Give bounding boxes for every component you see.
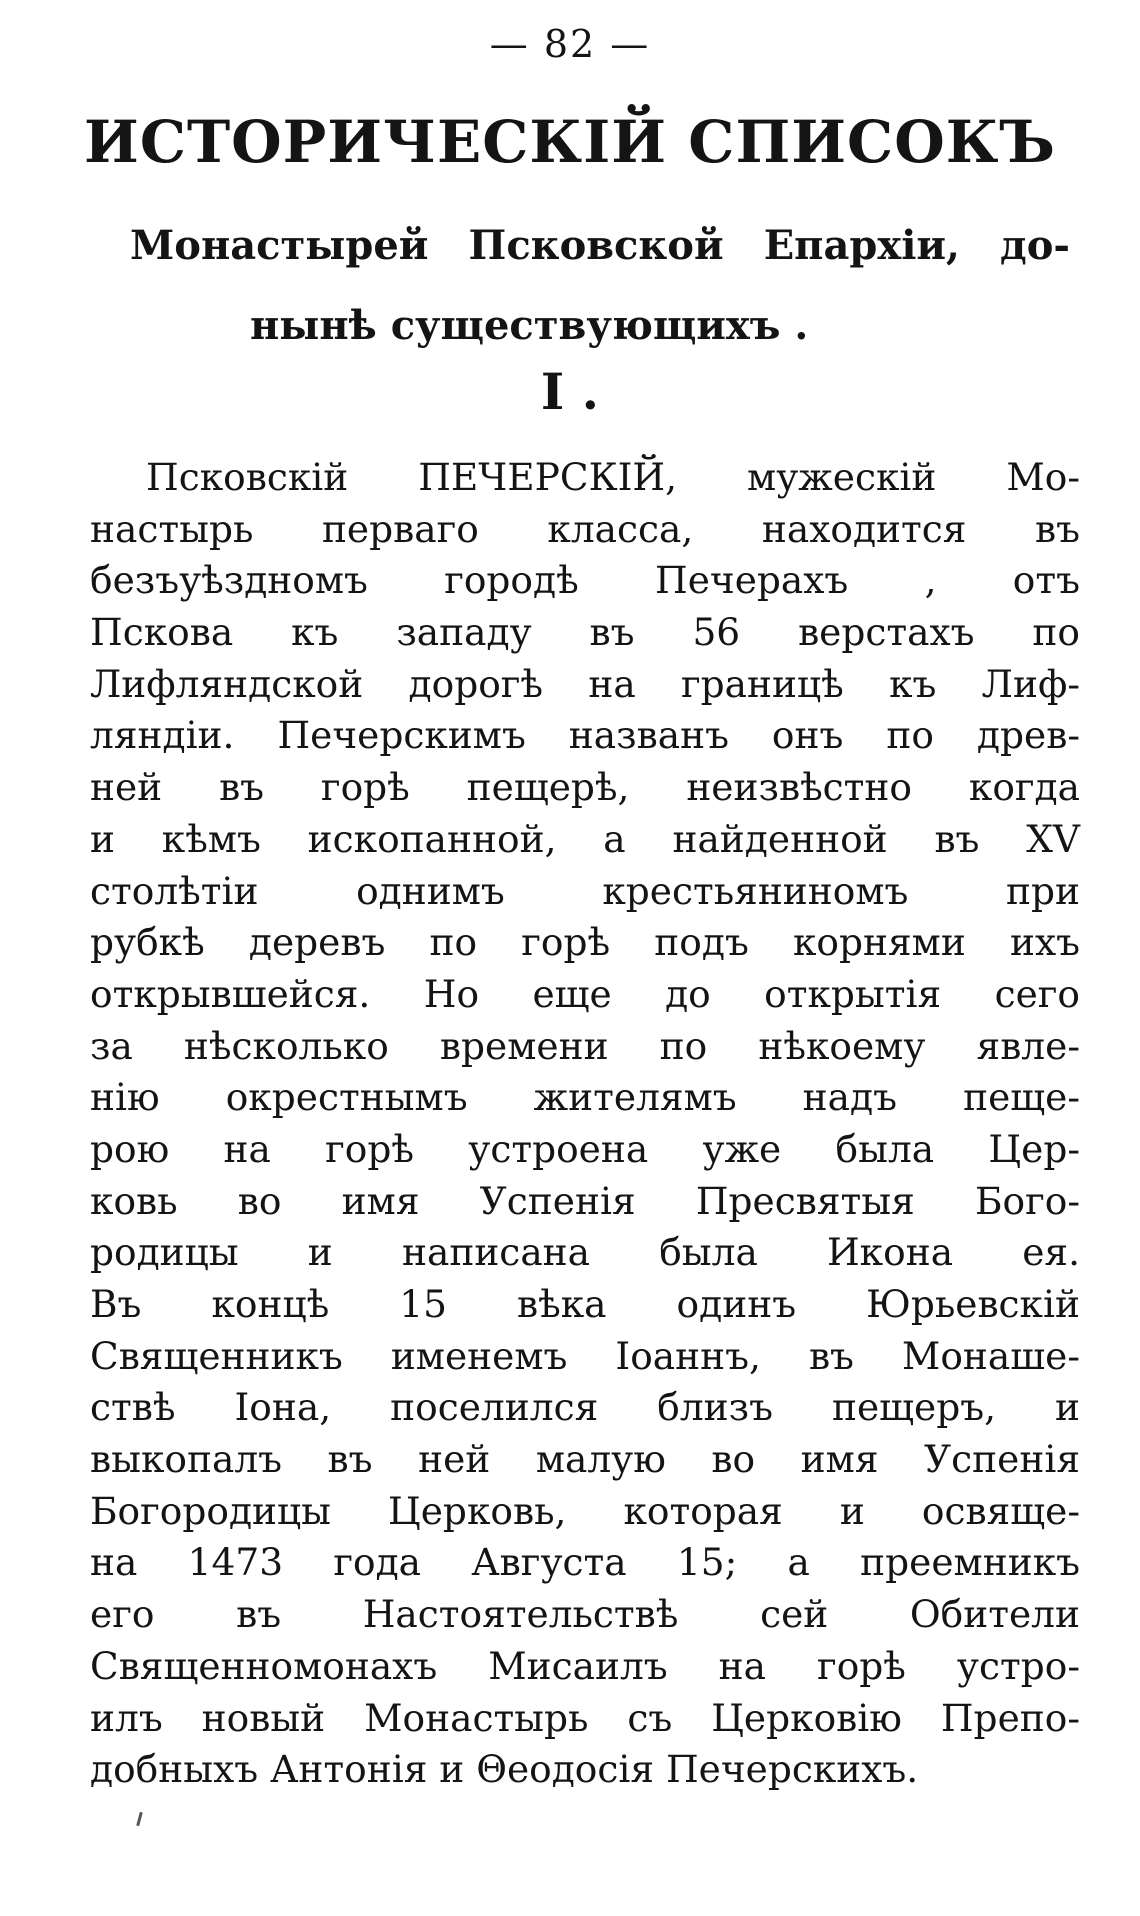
text-line: и кѣмъ ископанной, а найденной въ XV [90,816,1080,861]
text-line: открывшейся. Но еще до открытія сего [90,971,1080,1016]
text-line: рою на горѣ устроена уже была Цер- [90,1126,1080,1171]
page-number: — 82 — [489,22,651,66]
text-line: ковь во имя Успенія Пресвятыя Бого- [90,1178,1080,1223]
text-line: Священникъ именемъ Іоаннъ, въ Монаше- [90,1333,1080,1378]
text-line: добныхъ Антонія и Θеодосія Печерскихъ. [90,1747,919,1792]
text-line: ствѣ Іона, поселился близъ пещеръ, и [90,1385,1080,1430]
page-title: ИСТОРИЧЕСКІЙ СПИСОКЪ [84,108,1056,176]
text-line: Въ концѣ 15 вѣка одинъ Юрьевскій [90,1282,1080,1326]
text-line: рубкѣ деревъ по горѣ подъ корнями ихъ [90,920,1080,965]
text-line: илъ новый Монастырь съ Церковію Препо- [90,1695,1080,1740]
body-paragraph [90,452,1080,1796]
text-line: его въ Настоятельствѣ сей Обители [90,1592,1080,1637]
ink-speck [136,1812,143,1826]
text-line: ляндіи. Печерскимъ названъ онъ по древ- [90,713,1080,758]
text-line: столѣтіи однимъ крестьяниномъ при [90,868,1080,913]
text-line: Богородицы Церковь, которая и освяще- [90,1488,1080,1533]
text-line: Священномонахъ Мисаилъ на горѣ устро- [90,1643,1080,1688]
text-line: нію окрестнымъ жителямъ надъ пеще- [90,1075,1080,1120]
text-line: выкопалъ въ ней малую во имя Успенія [90,1437,1080,1482]
subtitle-line: нынѣ существующихъ . [250,302,809,349]
text-line: настырь перваго класса, находится въ [90,506,1080,551]
section-numeral: I . [540,362,600,421]
text-line: за нѣсколько времени по нѣкоему явле- [90,1023,1080,1068]
text-line: Лифляндской дорогѣ на границѣ къ Лиф- [90,661,1080,706]
text-line: безъуѣздномъ городѣ Печерахъ , отъ [90,558,1080,603]
text-line: на 1473 года Августа 15; а преемникъ [90,1540,1080,1585]
text-line: родицы и написана была Икона ея. [90,1230,1080,1275]
text-line: Пскова къ западу въ 56 верстахъ по [90,610,1080,655]
text-line: Псковскій ПЕЧЕРСКІЙ, мужескій Мо- [146,455,1080,499]
subtitle [130,206,1070,366]
subtitle-line: Монастырей Псковской Епархіи, до- [130,222,1070,269]
text-line: ней въ горѣ пещерѣ, неизвѣстно когда [90,765,1080,810]
